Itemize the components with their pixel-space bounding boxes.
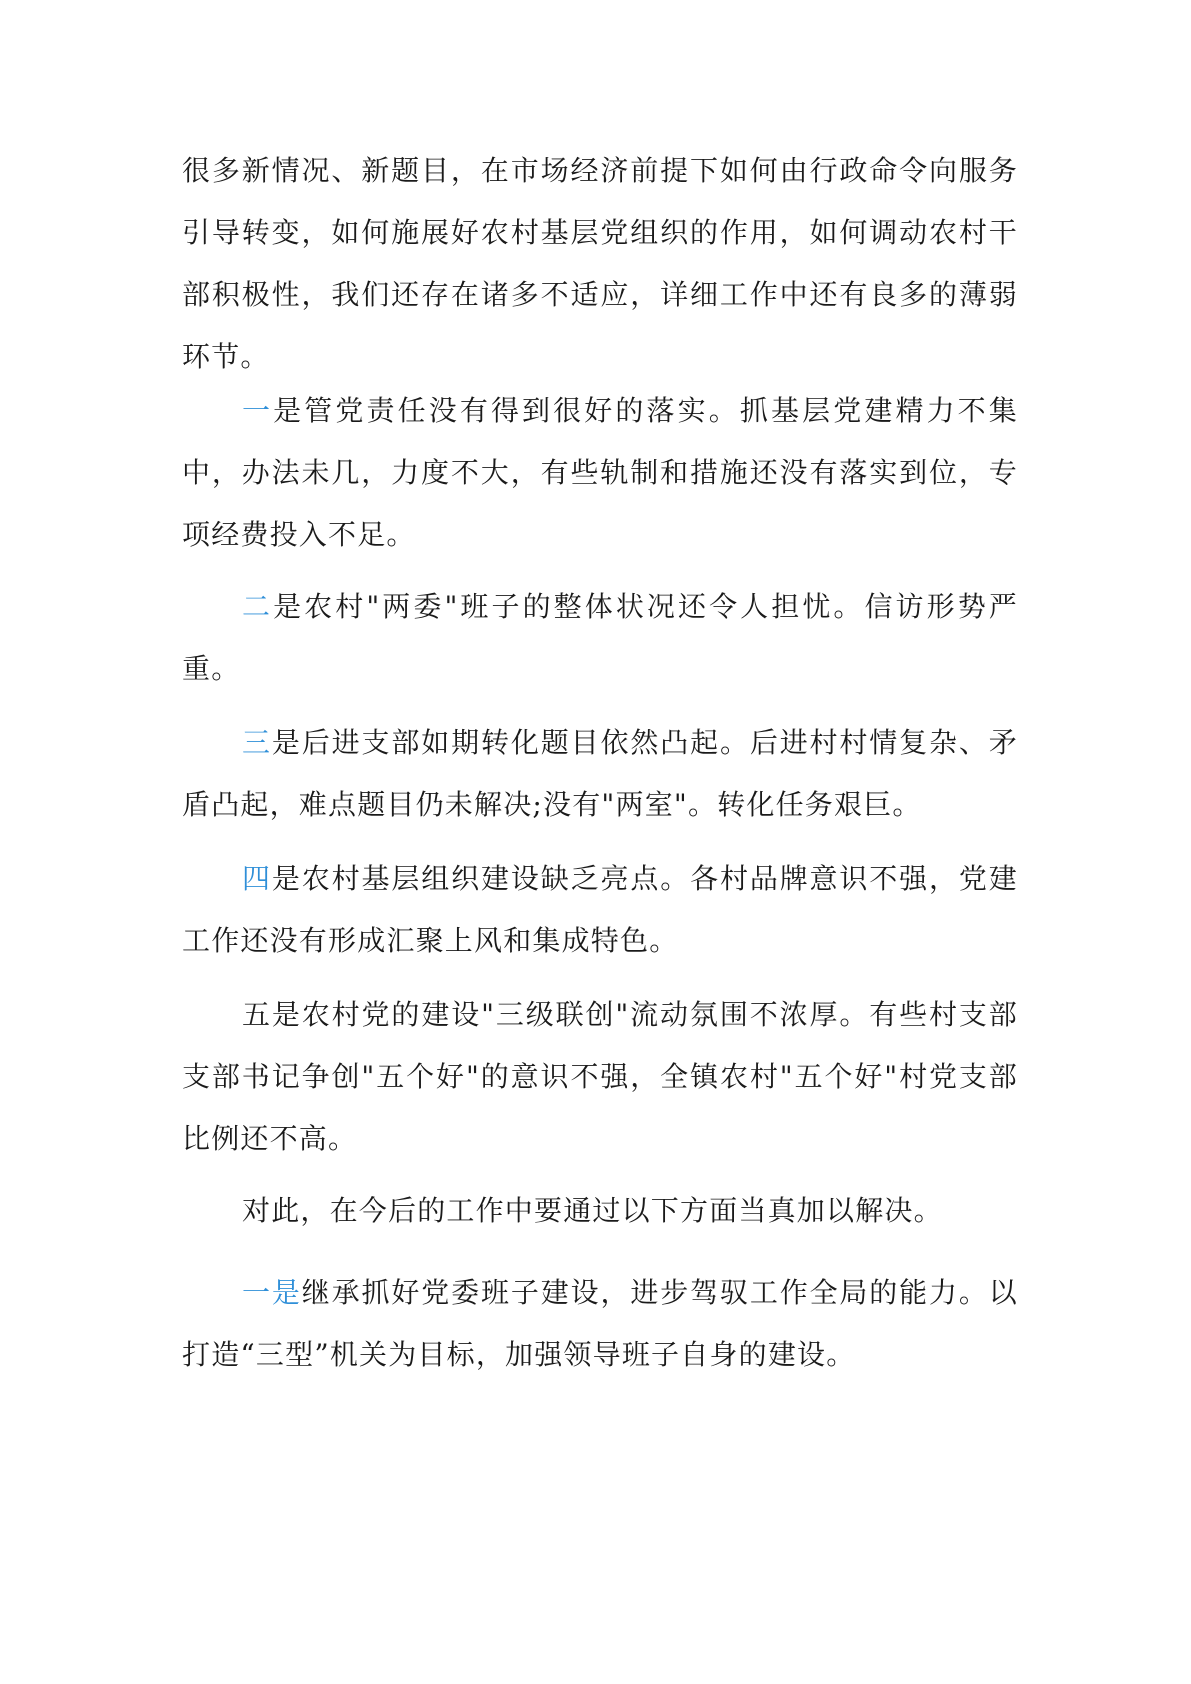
- paragraph-item-3: [182, 712, 1018, 836]
- paragraph-lead: 三: [242, 726, 272, 759]
- paragraph-lead: 一: [242, 394, 274, 427]
- paragraph-text: 是农村"两委"班子的整体状况还令人担忧。信访形势严重。: [182, 590, 1019, 685]
- paragraph-lead: 五: [242, 998, 272, 1031]
- paragraph-text: 是后进支部如期转化题目依然凸起。后进村村情复杂、矛盾凸起，难点题目仍未解决;没有"两室"。转化任务艰巨。: [182, 726, 1018, 821]
- paragraph-text: 是农村基层组织建设缺乏亮点。各村品牌意识不强，党建工作还没有形成汇聚上风和集成特色。: [182, 862, 1018, 957]
- paragraph-lead: 四: [242, 862, 272, 895]
- paragraph-item-1: [182, 380, 1018, 566]
- paragraph-item-2: [182, 576, 1018, 700]
- paragraph-item-4: [182, 848, 1018, 972]
- paragraph-item-5: [182, 984, 1018, 1170]
- paragraph-lead: 二: [242, 590, 274, 623]
- paragraph-summary: [182, 1180, 1018, 1242]
- paragraph-text: 很多新情况、新题目，在市场经济前提下如何由行政命令向服务引导转变，如何施展好农村基层党组织的作用，如何调动农村干部积极性，我们还存在诸多不适应，详细工作中还有良多的薄弱环节。: [182, 154, 1018, 373]
- paragraph-measure-1: [182, 1262, 1018, 1386]
- paragraph-intro: [182, 140, 1018, 388]
- paragraph-text: 对此，在今后的工作中要通过以下方面当真加以解决。: [242, 1194, 943, 1227]
- paragraph-text: 是管党责任没有得到很好的落实。抓基层党建精力不集中，办法未几，力度不大，有些轨制和措施还没有落实到位，专项经费投入不足。: [182, 394, 1018, 551]
- paragraph-lead: 一是: [242, 1276, 302, 1309]
- paragraph-text: 继承抓好党委班子建设，进步驾驭工作全局的能力。以打造“三型”机关为目标，加强领导班子自身的建设。: [182, 1276, 1018, 1371]
- paragraph-text: 是农村党的建设"三级联创"流动氛围不浓厚。有些村支部支部书记争创"五个好"的意识不强，全镇农村"五个好"村党支部比例还不高。: [182, 998, 1018, 1155]
